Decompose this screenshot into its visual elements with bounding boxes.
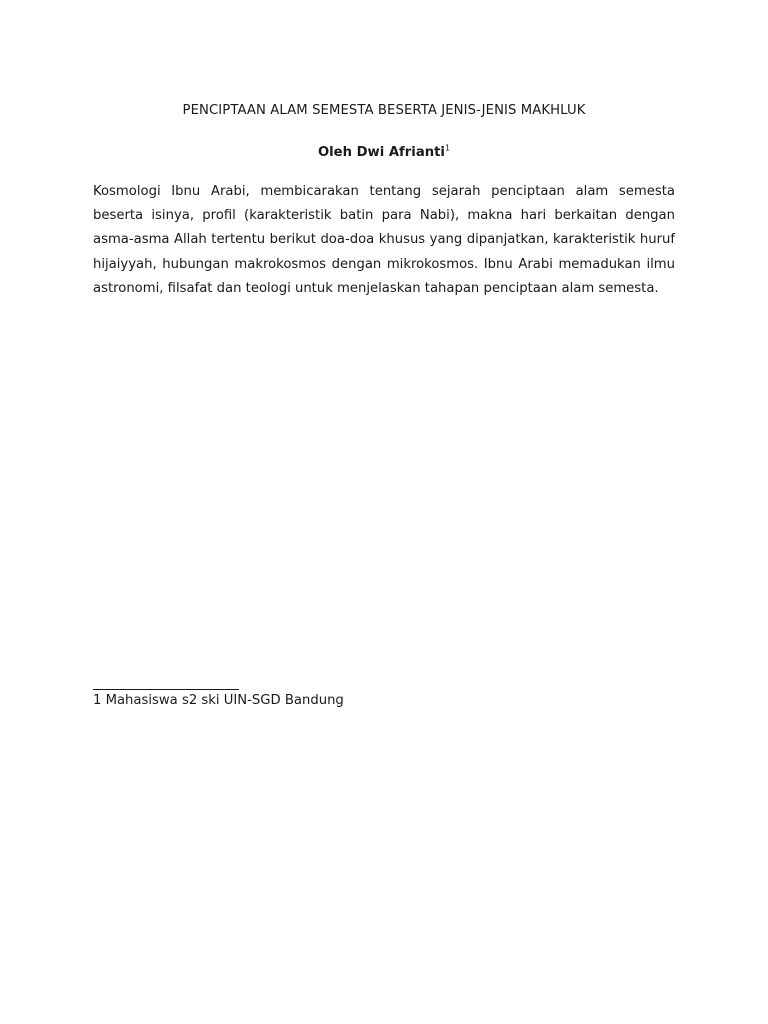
body-paragraph: Kosmologi Ibnu Arabi, membicarakan tentang sejarah penciptaan alam semesta beserta isinya, profil (karakteristik batin para Nabi), makna hari berkaitan dengan asma-asma Allah tertentu berikut doa-doa khusus yang dipanjatkan, karakteristik huruf hijaiyyah, hubungan makrokosmos dengan mikrokosmos. Ibnu Arabi memadukan ilmu astronomi, filsafat dan teologi untuk menjelaskan tahapan penciptaan alam semesta. bbox=[93, 184, 675, 296]
author-name: Oleh Dwi Afrianti bbox=[317, 145, 445, 160]
document-title: PENCIPTAAN ALAM SEMESTA BESERTA JENIS-JENIS MAKHLUK bbox=[182, 103, 586, 118]
author-line bbox=[93, 144, 675, 162]
footnote-separator bbox=[93, 689, 239, 690]
footnote-reference[interactable]: 1 bbox=[444, 143, 451, 153]
footnote-text: 1 Mahasiswa s2 ski UIN-SGD Bandung bbox=[93, 693, 344, 708]
